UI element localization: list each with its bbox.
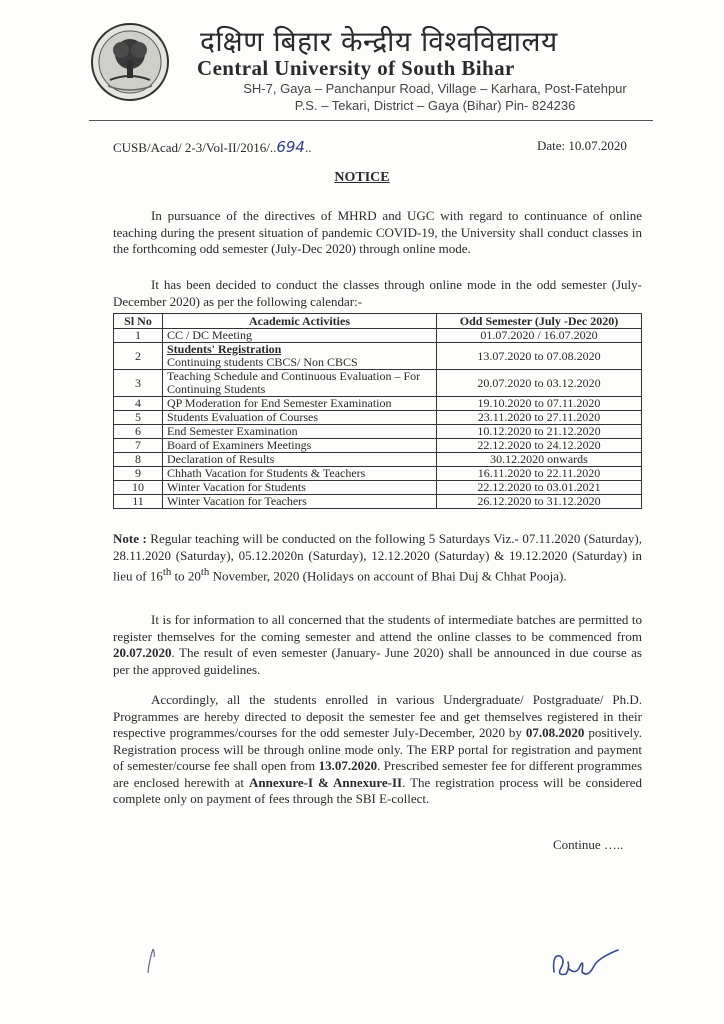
table-row: [114, 370, 642, 397]
university-emblem-icon: [90, 22, 170, 102]
pen-mark-icon: [145, 947, 159, 977]
row-number: 10: [114, 481, 163, 495]
reference-prefix: CUSB/Acad/ 2-3/Vol-II/2016/..: [113, 140, 277, 155]
row-activity: Declaration of Results: [163, 453, 437, 467]
paragraph-4-bold-1: 07.08.2020: [525, 725, 585, 740]
paragraph-3-text-a: It is for information to all concerned that the students of intermediate batches are permitted to register themselves for the coming semester and attend the online classes to be commenced from: [113, 612, 642, 644]
paragraph-4-text-d: . The registration process will be considered complete only on payment of fees through the SBI E-collect.: [113, 774, 642, 806]
row-number: 9: [114, 467, 163, 481]
row-dates: 10.12.2020 to 21.12.2020: [437, 425, 642, 439]
table-row: [114, 425, 642, 439]
paragraph-4-text-b: positively. Registration process will be through online mode only. The ERP portal for registration and payment of semester/course fee shall open from: [113, 725, 642, 773]
paragraph-2-text: It has been decided to conduct the classes through online mode in the odd semester (July-December 2020) as per the following calendar:-: [113, 277, 642, 309]
table-row: [114, 467, 642, 481]
row-activity-sub: Continuing students CBCS/ Non CBCS: [167, 355, 358, 369]
row-activity: Students Evaluation of Courses: [163, 411, 437, 425]
row-number: 6: [114, 425, 163, 439]
header-divider: [89, 120, 653, 121]
row-dates: 20.07.2020 to 03.12.2020: [437, 370, 642, 397]
table-row: [114, 411, 642, 425]
row-dates: 30.12.2020 onwards: [437, 453, 642, 467]
row-dates: 19.10.2020 to 07.11.2020: [437, 397, 642, 411]
row-number: 8: [114, 453, 163, 467]
note-label: Note :: [113, 531, 147, 546]
address-line-2: P.S. – Tekari, District – Gaya (Bihar) Pin- 824236: [294, 98, 576, 113]
row-activity: Winter Vacation for Teachers: [163, 495, 437, 509]
row-number: 11: [114, 495, 163, 509]
continue-label: Continue …..: [553, 837, 624, 852]
table-header-semester: Odd Semester (July -Dec 2020): [437, 314, 642, 329]
table-row: [114, 439, 642, 453]
table-row: [114, 343, 642, 370]
row-dates: 22.12.2020 to 24.12.2020: [437, 439, 642, 453]
note-text-b: to 20: [171, 568, 201, 584]
paragraph-3-text-b: . The result of even semester (January- June 2020) shall be announced in due course as per the approved guidelines.: [113, 645, 642, 677]
paragraph-4-text-c: . Prescribed semester fee for different programmes are enclosed herewith at: [113, 758, 642, 790]
table-header-sl-no: Sl No: [114, 314, 163, 329]
table-row: [114, 481, 642, 495]
note-text-a: Regular teaching will be conducted on the following 5 Saturdays Viz.- 07.11.2020 (Saturday), 28.11.2020 (Saturday), 05.12.2020n (Saturday), 12.12.2020 (Saturday) & 19.12.2020 (Saturday) in lieu of 16: [113, 531, 642, 584]
signature-icon: [548, 944, 628, 984]
row-number: 1: [114, 329, 163, 343]
row-dates: 16.11.2020 to 22.11.2020: [437, 467, 642, 481]
row-dates: 01.07.2020 / 16.07.2020: [437, 329, 642, 343]
address-line-1: SH-7, Gaya – Panchanpur Road, Village – Karhara, Post-Fatehpur: [243, 81, 627, 96]
university-address: [205, 80, 665, 114]
notice-date: Date: 10.07.2020: [537, 138, 627, 153]
row-number: 5: [114, 411, 163, 425]
reference-number: CUSB/Acad/ 2-3/Vol-II/2016/..694..: [113, 138, 312, 156]
table-row: [114, 397, 642, 411]
row-activity: [163, 343, 437, 370]
row-dates: 22.12.2020 to 03.01.2021: [437, 481, 642, 495]
row-number: 7: [114, 439, 163, 453]
row-activity: QP Moderation for End Semester Examination: [163, 397, 437, 411]
row-number: 2: [114, 343, 163, 370]
table-header-activities: Academic Activities: [163, 314, 437, 329]
table-row: [114, 495, 642, 509]
paragraph-3-bold-date: 20.07.2020: [113, 645, 172, 660]
paragraph-1: [113, 208, 642, 258]
row-activity: Board of Examiners Meetings: [163, 439, 437, 453]
row-activity: Teaching Schedule and Continuous Evaluation – For Continuing Students: [163, 370, 437, 397]
table-row: [114, 329, 642, 343]
table-header-row: [114, 314, 642, 329]
table-row: [114, 453, 642, 467]
note-text-c: November, 2020 (Holidays on account of Bhai Duj & Chhat Pooja).: [209, 568, 567, 584]
row-number: 4: [114, 397, 163, 411]
row-dates: 23.11.2020 to 27.11.2020: [437, 411, 642, 425]
note-paragraph: [113, 531, 642, 585]
paragraph-3: [113, 612, 642, 678]
row-activity: Winter Vacation for Students: [163, 481, 437, 495]
paragraph-2: [113, 277, 642, 310]
row-activity-heading: Students' Registration: [167, 342, 282, 356]
paragraph-4-text-a: Accordingly, all the students enrolled in various Undergraduate/ Postgraduate/ Ph.D. Programmes are hereby directed to deposit the semester fee and get themselves registered in their respective programmes/courses for the odd semester July-December, 2020 by: [113, 692, 642, 740]
university-name-english: Central University of South Bihar: [197, 56, 515, 80]
row-activity: End Semester Examination: [163, 425, 437, 439]
paragraph-1-text: In pursuance of the directives of MHRD and UGC with regard to continuance of online teaching during the present situation of pandemic COVID-19, the University shall conduct classes in the forthcoming odd semester (July-Dec 2020) through online mode.: [113, 208, 642, 256]
paragraph-4: [113, 692, 642, 808]
row-activity: CC / DC Meeting: [163, 329, 437, 343]
row-dates: 26.12.2020 to 31.12.2020: [437, 495, 642, 509]
academic-calendar-table: [113, 313, 642, 509]
row-dates: 13.07.2020 to 07.08.2020: [437, 343, 642, 370]
row-number: 3: [114, 370, 163, 397]
paragraph-4-bold-2: 13.07.2020: [318, 758, 378, 773]
note-sup-1: th: [162, 566, 172, 578]
note-sup-2: th: [200, 566, 210, 578]
notice-title: NOTICE: [334, 170, 390, 185]
paragraph-4-bold-3: Annexure-I & Annexure-II: [248, 774, 403, 790]
row-activity: Chhath Vacation for Students & Teachers: [163, 467, 437, 481]
reference-handwritten-number: 694: [276, 138, 305, 156]
university-name-hindi: दक्षिण बिहार केन्द्रीय विश्वविद्यालय: [200, 25, 558, 58]
